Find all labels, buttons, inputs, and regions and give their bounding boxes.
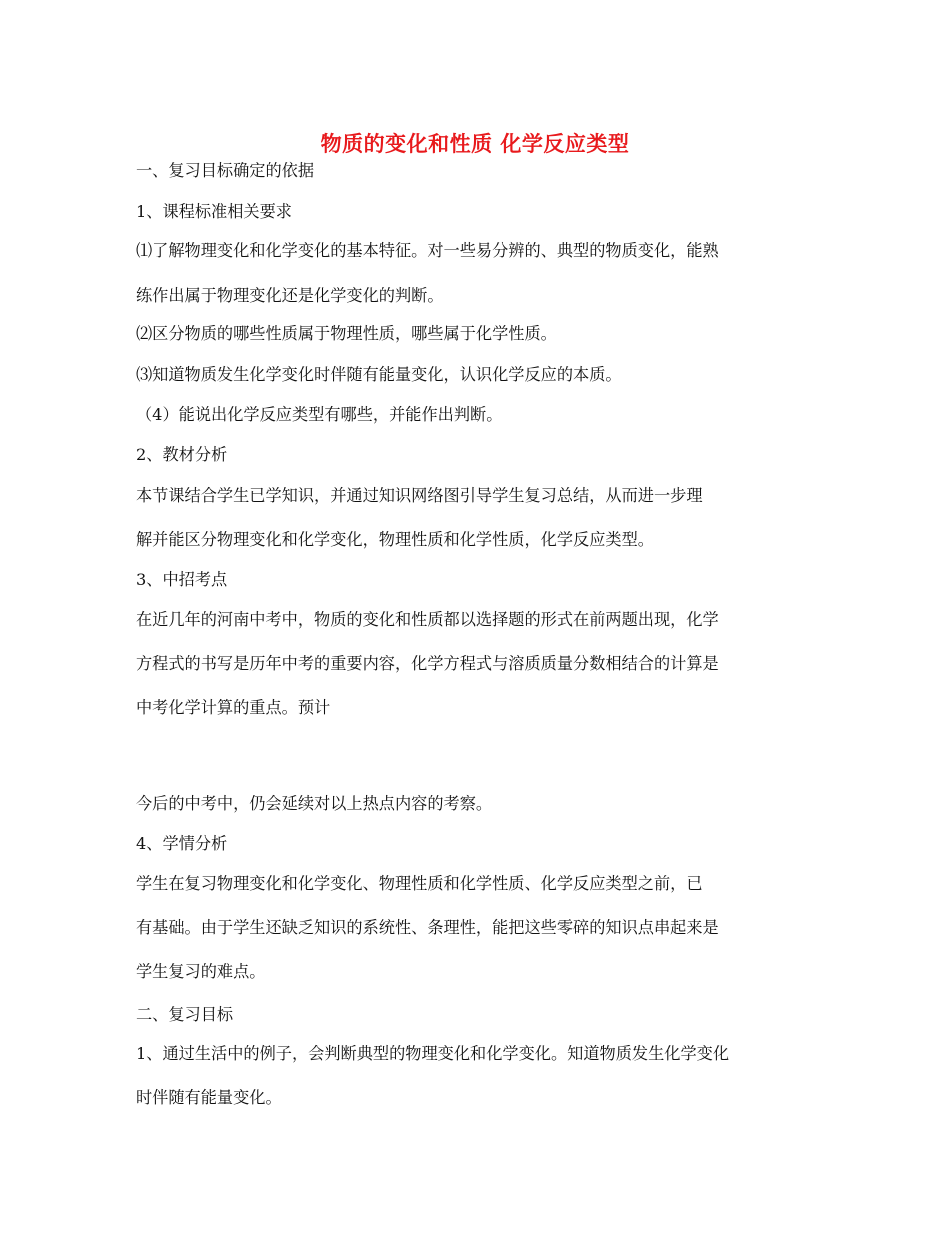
paragraph-line: 解并能区分物理变化和化学变化，物理性质和化学性质，化学反应类型。: [136, 530, 654, 549]
paragraph-line: 时伴随有能量变化。: [136, 1088, 282, 1107]
paragraph-line: 1、通过生活中的例子，会判断典型的物理变化和化学变化。知道物质发生化学变化: [136, 1044, 730, 1063]
subheading-exam-points: 3、中招考点: [136, 570, 228, 589]
paragraph-line: 学生复习的难点。: [136, 962, 266, 981]
paragraph-line: 方程式的书写是历年中考的重要内容，化学方程式与溶质质量分数相结合的计算是: [136, 654, 719, 673]
paragraph-line: 练作出属于物理变化还是化学变化的判断。: [136, 286, 444, 305]
heading-review-goals: 二、复习目标: [136, 1005, 234, 1024]
subheading-student-analysis: 4、学情分析: [136, 834, 228, 853]
subheading-textbook-analysis: 2、教材分析: [136, 445, 228, 464]
heading-review-basis: 一、复习目标确定的依据: [136, 161, 315, 180]
paragraph-line: 在近几年的河南中考中，物质的变化和性质都以选择题的形式在前两题出现，化学: [136, 610, 719, 629]
subheading-curriculum-standards: 1、课程标准相关要求: [136, 202, 292, 221]
paragraph-line: 学生在复习物理变化和化学变化、物理性质和化学性质、化学反应类型之前，已: [136, 874, 703, 893]
paragraph-line: （4）能说出化学反应类型有哪些，并能作出判断。: [136, 405, 503, 424]
paragraph-line: 中考化学计算的重点。预计: [136, 698, 331, 717]
paragraph-line: 有基础。由于学生还缺乏知识的系统性、条理性，能把这些零碎的知识点串起来是: [136, 918, 719, 937]
paragraph-line: ⑴了解物理变化和化学变化的基本特征。对一些易分辨的、典型的物质变化，能熟: [136, 241, 719, 260]
paragraph-line: 今后的中考中，仍会延续对以上热点内容的考察。: [136, 794, 493, 813]
paragraph-line: ⑵区分物质的哪些性质属于物理性质，哪些属于化学性质。: [136, 324, 557, 343]
paragraph-line: 本节课结合学生已学知识，并通过知识网络图引导学生复习总结，从而进一步理: [136, 486, 703, 505]
paragraph-line: ⑶知道物质发生化学变化时伴随有能量变化，认识化学反应的本质。: [136, 365, 622, 384]
document-title: 物质的变化和性质 化学反应类型: [320, 131, 630, 156]
